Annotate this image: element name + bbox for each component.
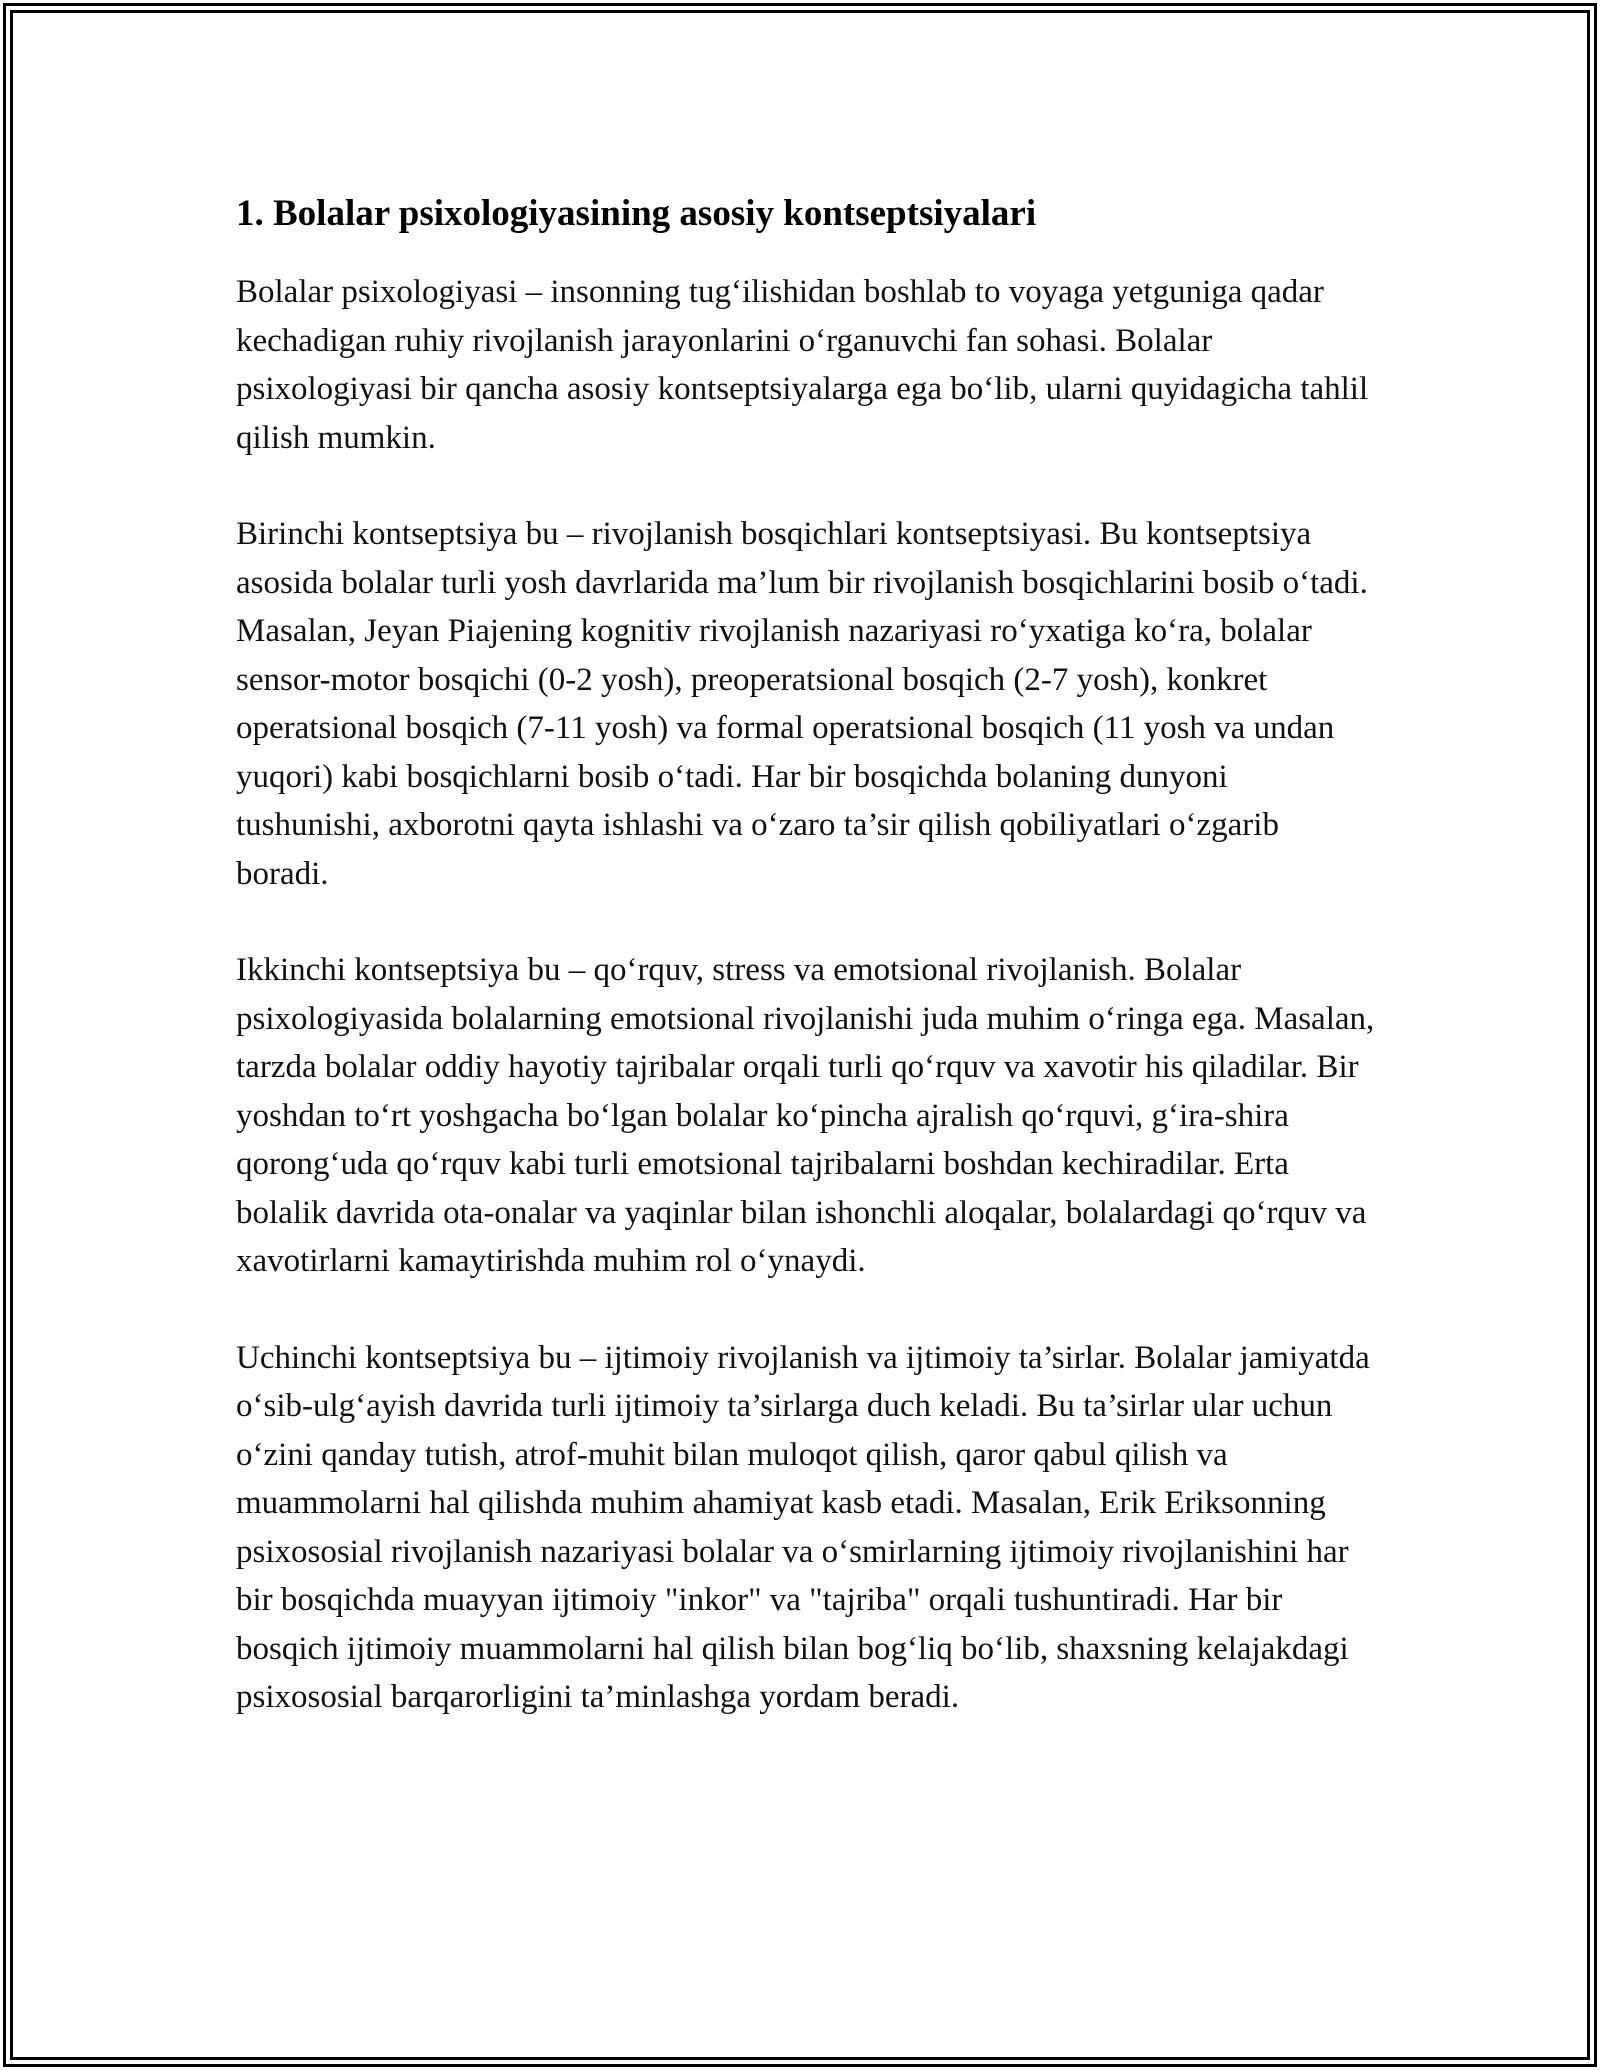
paragraph-third-concept: Uchinchi kontseptsiya bu – ijtimoiy rivojlanish va ijtimoiy ta’sirlar. Bolalar jamiyatda o‘sib-ulg‘ayish davrida turli ijtimoiy ta’sirlarga duch keladi. Bu ta’sirlar ular uchun o‘zini qanday tutish, atrof-muhit bilan muloqot qilish, qaror qabul qilish va muammolarni hal qilishda muhim ahamiyat kasb etadi. Masalan, Erik Eriksonning psixososial rivojlanish nazariyasi bolalar va o‘smirlarning ijtimoiy rivojlanishini har bir bosqichda muayyan ijtimoiy "inkor" va "tajriba" orqali tushuntiradi. Har bir bosqich ijtimoiy muammolarni hal qilish bilan bog‘liq bo‘lib, shaxsning kelajakdagi psixososial barqarorligini ta’minlashga yordam beradi. — [236, 1339, 1370, 1715]
paragraph-intro: Bolalar psixologiyasi – insonning tug‘ilishidan boshlab to voyaga yetguniga qadar kechadigan ruhiy rivojlanish jarayonlarini o‘rganuvchi fan sohasi. Bolalar psixologiyasi bir qancha asosiy kontseptsiyalarga ega bo‘lib, ularni quyidagicha tahlil qilish mumkin. — [236, 274, 1369, 456]
document-body — [236, 188, 1376, 1770]
paragraph-second-concept: Ikkinchi kontseptsiya bu – qo‘rquv, stress va emotsional rivojlanish. Bolalar psixologiyasida bolalarning emotsional rivojlanishi juda muhim o‘ringa ega. Masalan, tarzda bolalar oddiy hayotiy tajribalar orqali turli qo‘rquv va xavotir his qiladilar. Bir yoshdan to‘rt yoshgacha bo‘lgan bolalar ko‘pincha ajralish qo‘rquvi, g‘ira-shira qorong‘uda qo‘rquv kabi turli emotsional tajribalarni boshdan kechiradilar. Erta bolalik davrida ota-onalar va yaqinlar bilan ishonchli aloqalar, bolalardagi qo‘rquv va xavotirlarni kamaytirishda muhim rol o‘ynaydi. — [236, 952, 1375, 1279]
paragraph-first-concept: Birinchi kontseptsiya bu – rivojlanish bosqichlari kontseptsiyasi. Bu kontseptsiya asosida bolalar turli yosh davrlarida ma’lum bir rivojlanish bosqichlarini bosib o‘tadi. Masalan, Jeyan Piajening kognitiv rivojlanish nazariyasi ro‘yxatiga ko‘ra, bolalar sensor-motor bosqichi (0-2 yosh), preoperatsional bosqich (2-7 yosh), konkret operatsional bosqich (7-11 yosh) va formal operatsional bosqich (11 yosh va undan yuqori) kabi bosqichlarni bosib o‘tadi. Har bir bosqichda bolaning dunyoni tushunishi, axborotni qayta ishlashi va o‘zaro ta’sir qilish qobiliyatlari o‘zgarib boradi. — [236, 516, 1368, 892]
section-heading: 1. Bolalar psixologiyasining asosiy kontseptsiyalari — [236, 193, 1037, 234]
